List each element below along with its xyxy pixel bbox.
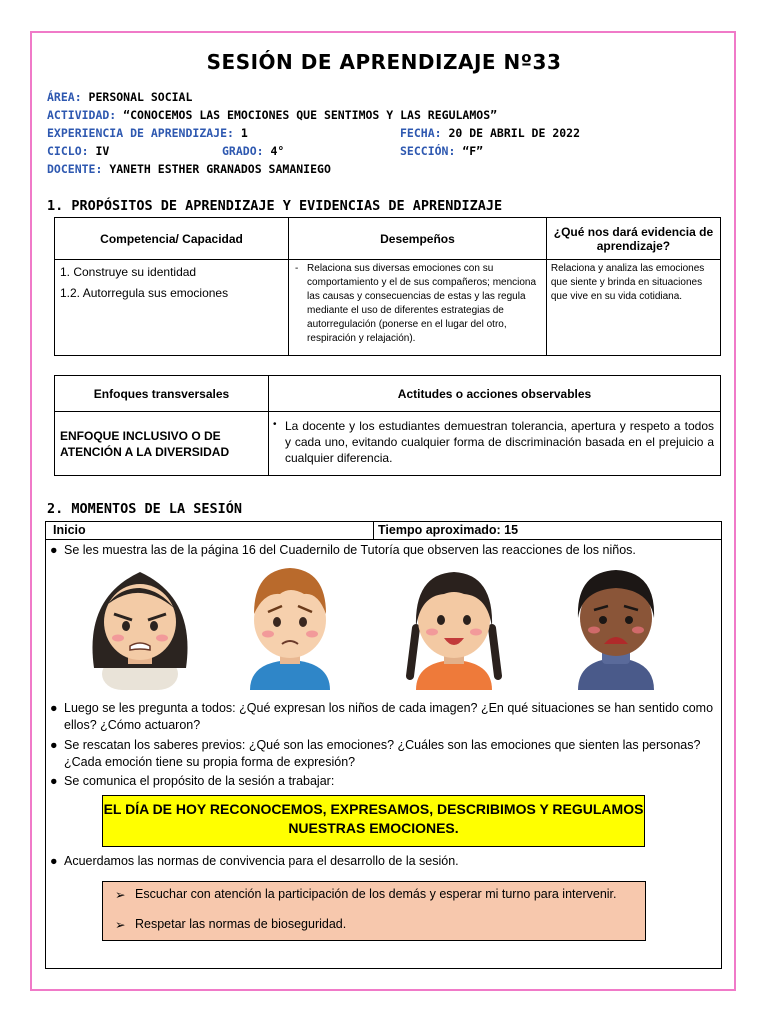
desempeno-cell [289, 260, 547, 356]
normas-box [102, 881, 646, 941]
enfoques-table [54, 375, 721, 476]
page-title: SESIÓN DE APRENDIZAJE Nº33 [206, 50, 562, 74]
seccion-line: SECCIÓN: “F” [400, 144, 484, 158]
col-desempenos-header: Desempeños [289, 218, 547, 260]
inicio-label: Inicio [53, 523, 86, 537]
section2-heading: 2. MOMENTOS DE LA SESIÓN [47, 501, 243, 517]
propositos-table [54, 217, 721, 356]
enfoque-cell: ENFOQUE INCLUSIVO O DE ATENCIÓN A LA DIVERSIDAD [55, 412, 269, 476]
area-line: ÁREA: PERSONAL SOCIAL [47, 90, 193, 104]
header-divider [373, 522, 374, 539]
bullet-item: ● Se rescatan los saberes previos: ¿Qué son las emociones? ¿Cuáles son las emociones que sienten las personas? ¿Cada emoción tiene su propia forma de expresión? [50, 738, 701, 769]
experiencia-line: EXPERIENCIA DE APRENDIZAJE: 1 [47, 126, 248, 140]
bullet-item: ● Acuerdamos las normas de convivencia para el desarrollo de la sesión. [50, 854, 459, 868]
col-actitudes-header: Actitudes o acciones observables [269, 376, 721, 412]
momentos-header-row [46, 522, 721, 540]
actitud-cell [269, 412, 721, 476]
col-enfoques-header: Enfoques transversales [55, 376, 269, 412]
section1-heading: 1. PROPÓSITOS DE APRENDIZAJE Y EVIDENCIAS DE APRENDIZAJE [47, 198, 503, 214]
bullet-item: ● Se comunica el propósito de la sesión a trabajar: [50, 774, 335, 788]
evidencia-cell: Relaciona y analiza las emociones que siente y brinda en situaciones que vive en su vida cotidiana. [546, 260, 720, 356]
desempeno-dash: - [295, 263, 299, 274]
fecha-line: FECHA: 20 DE ABRIL DE 2022 [400, 126, 581, 140]
desempeno-text: Relaciona sus diversas emociones con su comportamiento y el de sus compañeros; menciona las causas y consecuencias de estas y las regula mediante el uso de diferentes estrategias de autorregulación (ponerse en el lugar del otro, respiración y relajación). [307, 263, 537, 344]
happy-girl-icon [404, 558, 504, 690]
tiempo-label: Tiempo aproximado: 15 [378, 523, 519, 537]
competencia-cell [55, 260, 289, 356]
ciclo-line: CICLO: IV [47, 144, 110, 158]
angry-girl-icon [80, 558, 200, 690]
crying-child-icon [566, 558, 666, 690]
norma-item: ➢ Escuchar con atención la participación de los demás y esperar mi turno para intervenir. [115, 887, 617, 902]
sad-boy-icon [240, 558, 340, 690]
actitud-bullet: • [273, 419, 277, 430]
proposito-box: EL DÍA DE HOY RECONOCEMOS, EXPRESAMOS, DESCRIBIMOS Y REGULAMOS NUESTRAS EMOCIONES. [102, 795, 645, 847]
bullet-item: ● Luego se les pregunta a todos: ¿Qué expresan los niños de cada imagen? ¿En qué situaciones se han sentido como ellos? ¿Cómo actuaron? [50, 701, 714, 732]
col-evidencia-header: ¿Qué nos dará evidencia de aprendizaje? [546, 218, 720, 260]
grado-line: GRADO: 4° [222, 144, 285, 158]
docente-line: DOCENTE: YANETH ESTHER GRANADOS SAMANIEGO [47, 162, 331, 176]
competencia-item: 1. Construye su identidad [60, 265, 197, 279]
arrow-icon: ➢ [115, 918, 126, 932]
actitud-text: La docente y los estudiantes demuestran tolerancia, apertura y respeto a todos y cada uno, evitando cualquier forma de discriminación basada en el prejuicio a cualquier diferencia. [285, 419, 714, 465]
col-competencia-header: Competencia/ Capacidad [55, 218, 289, 260]
bullet-item: ● Se les muestra las de la página 16 del Cuadernilo de Tutoría que observen las reacciones de los niños. [50, 543, 636, 557]
capacidad-item: 1.2. Autorregula sus emociones [60, 286, 229, 300]
actividad-line: ACTIVIDAD: “CONOCEMOS LAS EMOCIONES QUE SENTIMOS Y LAS REGULAMOS” [47, 108, 498, 122]
arrow-icon: ➢ [115, 888, 126, 902]
norma-item: ➢ Respetar las normas de bioseguridad. [115, 917, 347, 932]
